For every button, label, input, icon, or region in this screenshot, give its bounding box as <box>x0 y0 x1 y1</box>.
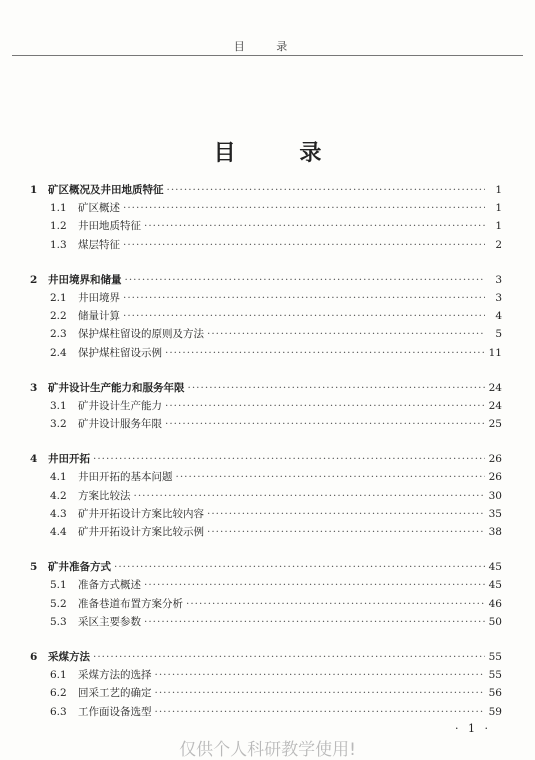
toc-section-entry[interactable] <box>30 488 502 506</box>
entry-number: 3.1 <box>50 399 67 412</box>
entry-number: 5.3 <box>50 615 67 628</box>
dot-leader <box>155 706 486 718</box>
dot-leader <box>165 347 485 359</box>
entry-number: 4.4 <box>50 526 67 538</box>
toc-section-entry[interactable] <box>30 524 502 542</box>
dot-leader <box>188 382 486 394</box>
toc-section-entry[interactable] <box>30 614 502 632</box>
entry-number: 4.2 <box>50 489 67 502</box>
dot-leader <box>144 220 485 232</box>
entry-number: 1 <box>30 184 38 196</box>
toc-chapter-block <box>30 380 502 435</box>
entry-number: 2.4 <box>50 346 67 359</box>
entry-number: 5.2 <box>50 597 67 610</box>
entry-title: 采煤方法 <box>48 650 90 663</box>
entry-number: 2.1 <box>50 291 67 304</box>
toc-section-entry[interactable] <box>30 685 502 703</box>
entry-title: 准备巷道布置方案分析 <box>78 597 183 610</box>
entry-page-number: 50 <box>488 615 502 628</box>
entry-title: 储量计算 <box>78 310 120 323</box>
dot-leader <box>207 328 485 340</box>
table-of-contents <box>30 182 502 739</box>
entry-page-number: 56 <box>488 687 502 700</box>
entry-number: 6 <box>30 650 38 663</box>
toc-section-entry[interactable] <box>30 704 502 722</box>
toc-section-entry[interactable] <box>30 416 502 434</box>
dot-leader <box>155 669 486 681</box>
toc-section-entry[interactable] <box>30 596 502 614</box>
toc-section-entry[interactable] <box>30 290 502 308</box>
page-title: 目 录 <box>213 140 350 166</box>
entry-title: 采煤方法的选择 <box>78 669 152 682</box>
entry-page-number: 46 <box>488 597 502 610</box>
entry-number: 3 <box>30 381 38 394</box>
toc-chapter-block <box>30 451 502 542</box>
entry-title: 矿井设计服务年限 <box>78 418 162 431</box>
entry-title: 矿区概述 <box>78 202 120 215</box>
dot-leader <box>134 490 486 502</box>
entry-page-number: 1 <box>495 220 502 233</box>
dot-leader <box>93 651 485 663</box>
entry-page-number: 24 <box>488 399 502 412</box>
entry-number: 4 <box>30 453 38 466</box>
toc-chapter-block <box>30 182 502 255</box>
entry-title: 矿井设计生产能力和服务年限 <box>48 381 185 394</box>
toc-chapter-entry[interactable] <box>30 559 502 577</box>
entry-page-number: 26 <box>488 453 502 466</box>
entry-page-number: 11 <box>488 346 502 359</box>
entry-title: 回采工艺的确定 <box>78 687 152 700</box>
dot-leader <box>155 687 486 699</box>
entry-number: 6.2 <box>50 687 67 700</box>
dot-leader <box>176 471 486 483</box>
dot-leader <box>114 561 485 573</box>
dot-leader <box>167 184 486 196</box>
entry-number: 6.3 <box>50 705 67 718</box>
entry-page-number: 3 <box>495 273 502 286</box>
toc-section-entry[interactable] <box>30 577 502 595</box>
dot-leader <box>207 526 485 538</box>
dot-leader <box>165 400 485 412</box>
dot-leader <box>123 239 485 251</box>
dot-leader <box>144 616 485 628</box>
toc-section-entry[interactable] <box>30 326 502 344</box>
entry-page-number: 2 <box>495 238 502 251</box>
entry-title: 井田境界 <box>78 291 120 304</box>
entry-page-number: 25 <box>488 418 502 431</box>
toc-section-entry[interactable] <box>30 469 502 487</box>
dot-leader <box>93 453 485 465</box>
entry-number: 5.1 <box>50 579 67 592</box>
toc-chapter-block <box>30 559 502 632</box>
header-rule <box>12 55 523 56</box>
entry-number: 6.1 <box>50 669 67 682</box>
entry-title: 保护煤柱留设的原则及方法 <box>78 328 204 341</box>
entry-page-number: 5 <box>495 328 502 341</box>
running-header: 目 录 <box>233 40 302 53</box>
entry-number: 4.3 <box>50 507 67 520</box>
toc-section-entry[interactable] <box>30 506 502 524</box>
dot-leader <box>186 598 485 610</box>
entry-number: 1.1 <box>50 202 67 215</box>
entry-page-number: 35 <box>488 507 502 520</box>
entry-number: 5 <box>30 561 38 574</box>
entry-number: 4.1 <box>50 471 67 484</box>
entry-page-number: 55 <box>488 650 502 663</box>
page-number: · 1 · <box>455 722 491 735</box>
entry-title: 矿井开拓设计方案比较示例 <box>78 526 204 538</box>
entry-title: 矿井开拓设计方案比较内容 <box>78 507 204 520</box>
entry-title: 井田开拓的基本问题 <box>78 471 173 484</box>
dot-leader <box>125 274 486 286</box>
entry-title: 准备方式概述 <box>78 579 141 592</box>
entry-page-number: 55 <box>488 669 502 682</box>
watermark: 仅供个人科研教学使用! <box>179 740 356 760</box>
entry-title: 采区主要参数 <box>78 615 141 628</box>
entry-number: 1.2 <box>50 220 67 233</box>
entry-title: 保护煤柱留设示例 <box>78 346 162 359</box>
entry-title: 井田地质特征 <box>78 220 141 233</box>
toc-chapter-entry[interactable] <box>30 182 502 200</box>
entry-title: 煤层特征 <box>78 238 120 251</box>
toc-chapter-entry[interactable] <box>30 649 502 667</box>
toc-section-entry[interactable] <box>30 237 502 255</box>
dot-leader <box>144 579 485 591</box>
toc-section-entry[interactable] <box>30 398 502 416</box>
entry-page-number: 26 <box>488 471 502 484</box>
entry-title: 井田境界和储量 <box>48 273 122 286</box>
entry-title: 矿井准备方式 <box>48 561 111 574</box>
entry-number: 2.2 <box>50 310 67 323</box>
toc-section-entry[interactable] <box>30 667 502 685</box>
toc-chapter-block <box>30 272 502 363</box>
entry-page-number: 45 <box>488 561 502 574</box>
toc-section-entry[interactable] <box>30 218 502 236</box>
entry-page-number: 3 <box>495 291 502 304</box>
entry-title: 矿区概况及井田地质特征 <box>48 184 164 196</box>
toc-chapter-entry[interactable] <box>30 380 502 398</box>
entry-page-number: 45 <box>488 579 502 592</box>
toc-section-entry[interactable] <box>30 200 502 218</box>
dot-leader <box>123 310 485 322</box>
dot-leader <box>123 202 485 214</box>
entry-page-number: 4 <box>495 310 502 323</box>
entry-page-number: 59 <box>488 705 502 718</box>
toc-section-entry[interactable] <box>30 308 502 326</box>
entry-number: 2 <box>30 273 38 286</box>
dot-leader <box>207 508 485 520</box>
toc-chapter-entry[interactable] <box>30 451 502 469</box>
dot-leader <box>165 418 485 430</box>
entry-number: 1.3 <box>50 238 67 251</box>
entry-number: 2.3 <box>50 328 67 341</box>
entry-page-number: 1 <box>495 202 502 215</box>
entry-number: 3.2 <box>50 418 67 431</box>
entry-title: 井田开拓 <box>48 453 90 466</box>
entry-page-number: 38 <box>488 526 502 538</box>
entry-page-number: 24 <box>488 381 502 394</box>
entry-page-number: 1 <box>495 184 502 196</box>
toc-chapter-block <box>30 649 502 722</box>
entry-title: 矿井设计生产能力 <box>78 399 162 412</box>
toc-section-entry[interactable] <box>30 345 502 363</box>
entry-title: 工作面设备选型 <box>78 705 152 718</box>
entry-page-number: 30 <box>488 489 502 502</box>
entry-title: 方案比较法 <box>78 489 131 502</box>
dot-leader <box>123 292 485 304</box>
toc-chapter-entry[interactable] <box>30 272 502 290</box>
